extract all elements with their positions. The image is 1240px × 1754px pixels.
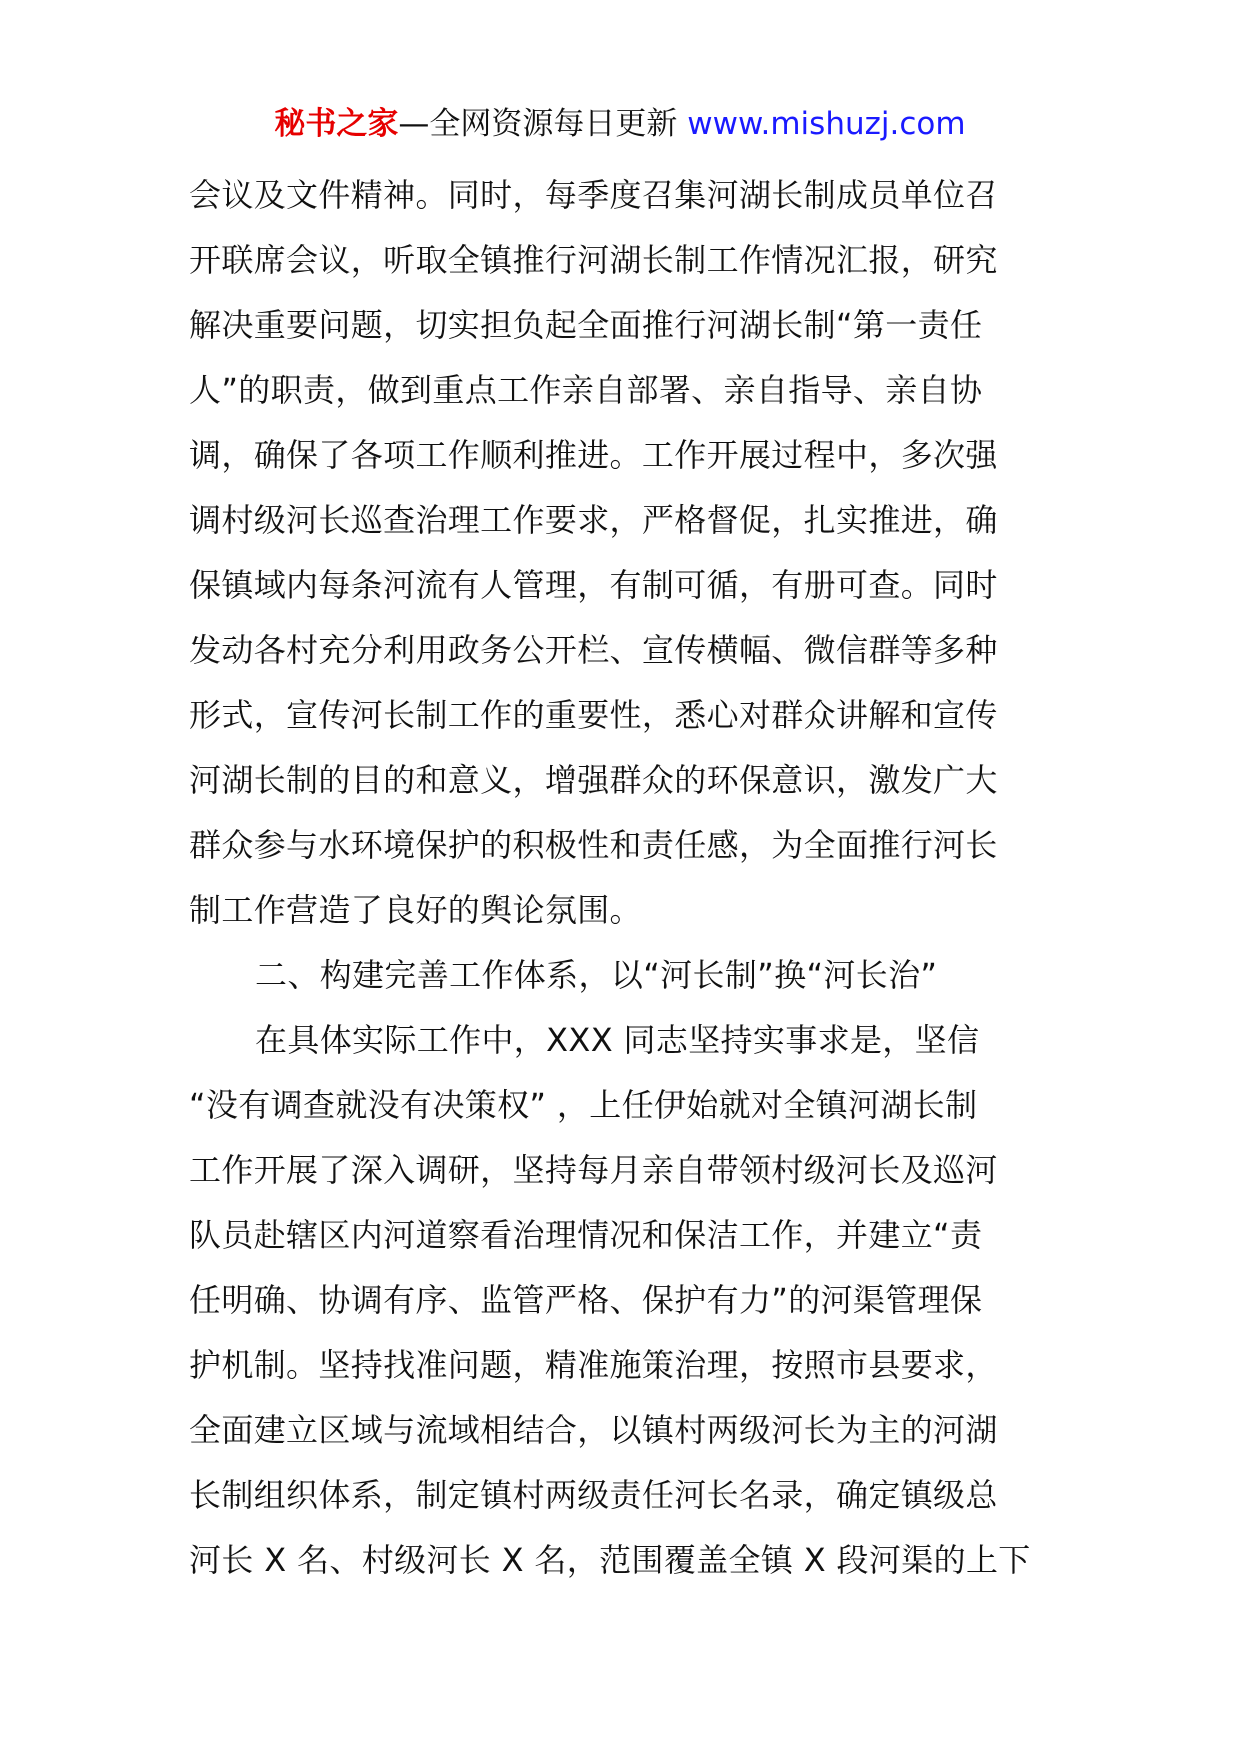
body-line: 全面建立区域与流域相结合，以镇村两级河长为主的河湖	[189, 1411, 998, 1449]
body-line: 会议及文件精神。同时，每季度召集河湖长制成员单位召	[189, 176, 998, 214]
body-line: 护机制。坚持找准问题，精准施策治理，按照市县要求，	[189, 1346, 998, 1384]
body-line: 群众参与水环境保护的积极性和责任感，为全面推行河长	[189, 826, 998, 864]
body-line: 工作开展了深入调研，坚持每月亲自带领村级河长及巡河	[189, 1151, 998, 1189]
document-body	[189, 163, 1059, 1593]
body-line: 河长 X 名、村级河长 X 名，范围覆盖全镇 X 段河渠的上下	[189, 1541, 1031, 1579]
body-line: 保镇域内每条河流有人管理，有制可循，有册可查。同时	[189, 566, 998, 604]
body-line: 发动各村充分利用政务公开栏、宣传横幅、微信群等多种	[189, 631, 998, 669]
section-heading: 二、构建完善工作体系，以“河长制”换“河长治”	[255, 956, 938, 994]
body-line: 开联席会议，听取全镇推行河湖长制工作情况汇报，研究	[189, 241, 998, 279]
body-line: “没有调查就没有决策权” ，上任伊始就对全镇河湖长制	[189, 1086, 978, 1124]
body-line: 人”的职责，做到重点工作亲自部署、亲自指导、亲自协	[189, 371, 983, 409]
body-line: 解决重要问题，切实担负起全面推行河湖长制“第一责任	[189, 306, 983, 344]
site-url-link[interactable]: www.mishuzj.com	[687, 106, 966, 142]
brand-name: 秘书之家	[274, 106, 399, 142]
body-line: 在具体实际工作中，XXX 同志坚持实事求是，坚信	[255, 1021, 980, 1059]
body-line: 制工作营造了良好的舆论氛围。	[189, 891, 642, 929]
header-tagline: —全网资源每日更新	[398, 106, 678, 142]
body-line: 长制组织体系，制定镇村两级责任河长名录，确定镇级总	[189, 1476, 998, 1514]
body-line: 队员赴辖区内河道察看治理情况和保洁工作，并建立“责	[189, 1216, 983, 1254]
body-line: 调，确保了各项工作顺利推进。工作开展过程中，多次强	[189, 436, 998, 474]
body-line: 调村级河长巡查治理工作要求，严格督促，扎实推进，确	[189, 501, 998, 539]
site-header	[0, 100, 1240, 148]
body-line: 形式，宣传河长制工作的重要性，悉心对群众讲解和宣传	[189, 696, 998, 734]
body-line: 任明确、协调有序、监管严格、保护有力”的河渠管理保	[189, 1281, 983, 1319]
body-line: 河湖长制的目的和意义，增强群众的环保意识，激发广大	[189, 761, 998, 799]
